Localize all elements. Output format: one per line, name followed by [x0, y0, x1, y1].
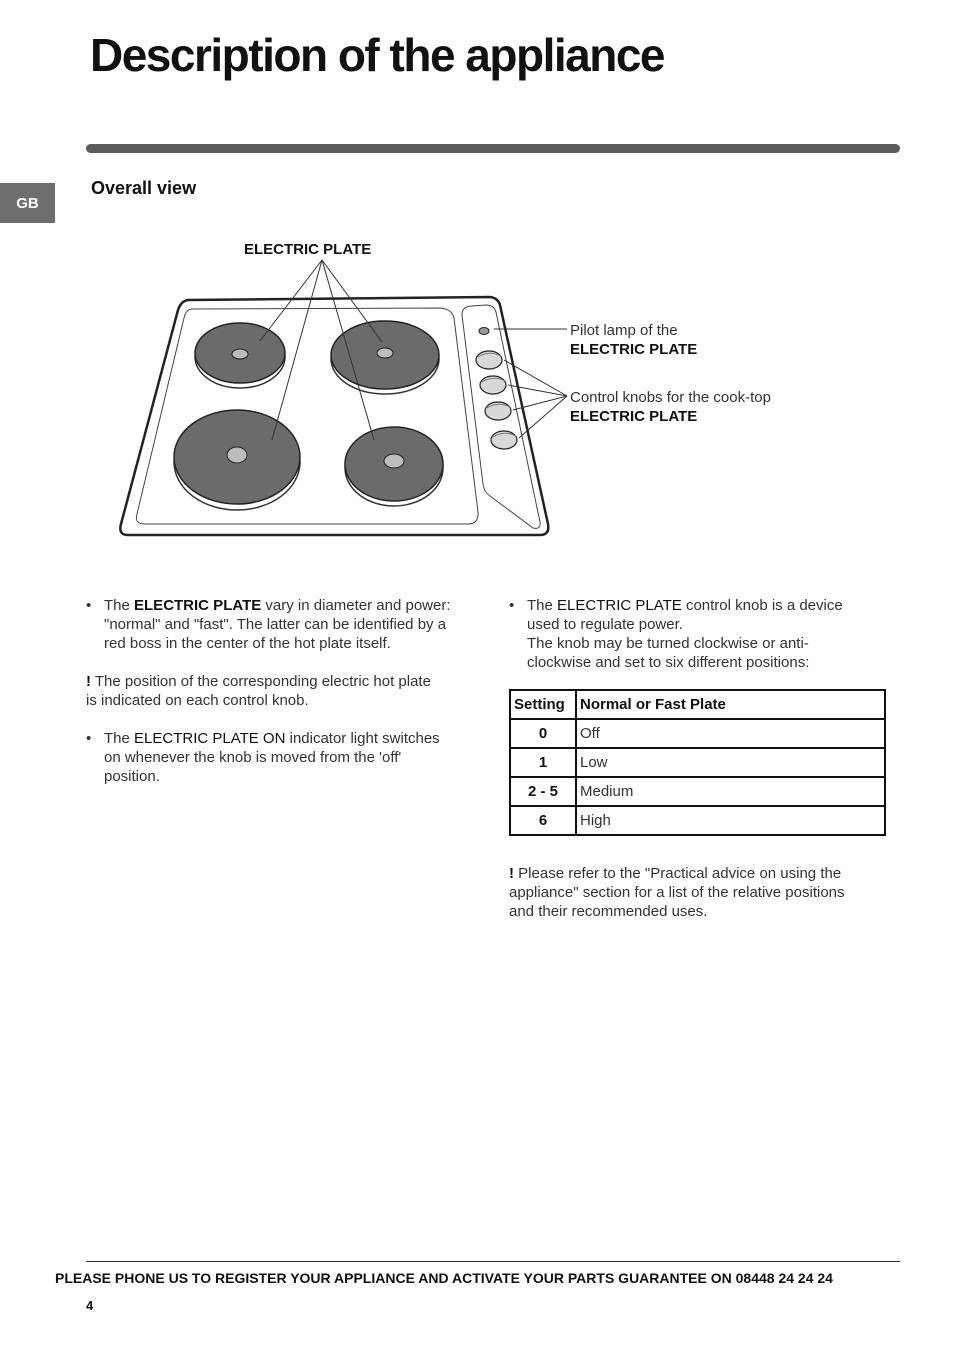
setting-value: 1 [510, 748, 576, 777]
plate-value: Medium [576, 777, 885, 806]
table-row [510, 806, 885, 835]
header-plate: Normal or Fast Plate [576, 690, 885, 719]
plate-value: Low [576, 748, 885, 777]
table-row [510, 748, 885, 777]
settings-table [509, 689, 886, 836]
bullet-plate-sizes: • The ELECTRIC PLATE vary in diameter and power: "normal" and "fast". The latter can be identified by a red boss in the center of the hot plate itself. [86, 597, 451, 652]
table-row [510, 719, 885, 748]
left-column [86, 596, 476, 786]
language-tab: GB [0, 183, 55, 223]
header-setting: Setting [510, 690, 576, 719]
setting-value: 0 [510, 719, 576, 748]
note-plate-position: ! The position of the corresponding electric hot plate is indicated on each control knob. [86, 673, 431, 709]
control-knob-3 [485, 402, 511, 420]
label-pilot-line1: Pilot lamp of the [570, 322, 678, 339]
label-electric-plate: ELECTRIC PLATE [244, 241, 372, 258]
cooktop-diagram [0, 0, 954, 560]
footer-guarantee-text: PLEASE PHONE US TO REGISTER YOUR APPLIANCE AND ACTIVATE YOUR PARTS GUARANTEE ON 08448 24 24 24 [55, 1270, 833, 1286]
plate-rear-left [195, 323, 285, 388]
note-practical-advice: ! Please refer to the "Practical advice on using the appliance" section for a list of the relative positions and their recommended uses. [509, 865, 845, 920]
plate-value: High [576, 806, 885, 835]
control-knob-4 [491, 431, 517, 449]
plate-front-left [174, 410, 300, 510]
table-row [510, 777, 885, 806]
label-knobs-line2: ELECTRIC PLATE [570, 408, 698, 425]
setting-value: 2 - 5 [510, 777, 576, 806]
bullet-control-knob: • The ELECTRIC PLATE control knob is a device used to regulate power. The knob may be turned clockwise or anti- clockwise and set to six different positions: [509, 597, 843, 671]
setting-value: 6 [510, 806, 576, 835]
plate-value: Off [576, 719, 885, 748]
plate-rear-right [331, 321, 439, 394]
right-column [509, 596, 899, 672]
page-number: 4 [86, 1298, 94, 1313]
pilot-lamp [479, 328, 489, 335]
footer-rule [86, 1261, 900, 1262]
bullet-indicator-light: • The ELECTRIC PLATE ON indicator light switches on whenever the knob is moved from the 'off' position. [86, 730, 440, 785]
label-pilot-line2: ELECTRIC PLATE [570, 341, 698, 358]
section-title: Overall view [91, 178, 197, 198]
control-knob-1 [476, 351, 502, 369]
page-title: Description of the appliance [90, 29, 664, 81]
plate-front-right [345, 427, 443, 506]
control-knob-2 [480, 376, 506, 394]
table-header-row [510, 690, 885, 719]
label-knobs-line1: Control knobs for the cook-top [570, 389, 771, 406]
